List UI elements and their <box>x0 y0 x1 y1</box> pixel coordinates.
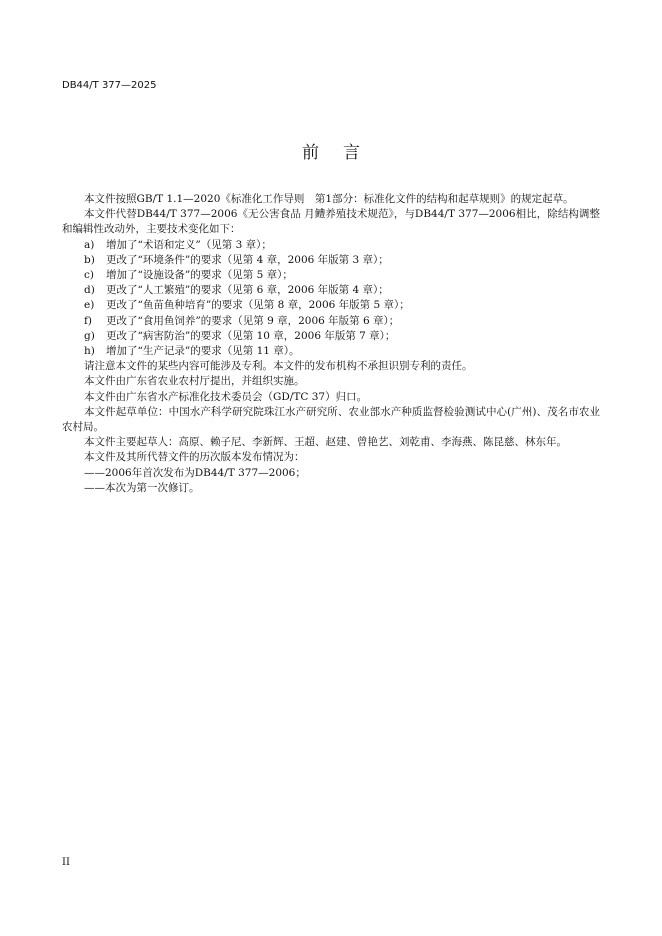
paragraph-patent-notice: 请注意本文件的某些内容可能涉及专利。本文件的发布机构不承担识别专利的责任。 <box>84 360 473 373</box>
change-item-label: d) <box>84 284 95 297</box>
change-item <box>62 238 600 253</box>
change-item <box>62 298 600 313</box>
paragraph-drafters: 本文件主要起草人：高原、赖子尼、李新辉、王超、赵建、曾艳艺、刘乾甫、李海燕、陈昆慈、林东年。 <box>84 436 567 449</box>
change-item-text: 更改了“食用鱼饲养”的要求（见第 9 章，2006 年版第 6 章）； <box>106 314 400 327</box>
paragraph-proposer: 本文件由广东省农业农村厅提出，并组织实施。 <box>84 375 305 388</box>
change-item-text: 更改了“人工繁殖”的要求（见第 6 章，2006 年版第 4 章）； <box>106 284 389 297</box>
change-item-text: 增加了“设施设备”的要求（见第 5 章）； <box>106 269 293 282</box>
paragraph-replacement-info: 本文件代替DB44/T 377—2006《无公害食品 月鳢养殖技术规范》，与DB44/T 377—2006相比，除结构调整和编辑性改动外，主要技术变化如下： <box>62 208 600 236</box>
change-item-label: c) <box>84 269 94 282</box>
change-item <box>62 314 600 329</box>
change-item-label: f) <box>84 314 92 327</box>
change-item-label: h) <box>84 345 95 358</box>
change-item-label: a) <box>84 238 95 251</box>
change-item <box>62 253 600 268</box>
change-item <box>62 329 600 344</box>
page-title: 前言 <box>302 143 384 163</box>
change-item-label: e) <box>84 299 95 312</box>
paragraph-history-item: ——2006年首次发布为DB44/T 377—2006； <box>84 466 306 479</box>
change-item-label: g) <box>84 329 95 342</box>
change-item-text: 更改了“病害防治”的要求（见第 10 章，2006 年版第 7 章）； <box>106 329 396 342</box>
change-item-text: 增加了“生产记录”的要求（见第 11 章）。 <box>106 345 300 358</box>
paragraph-drafting-rules: 本文件按照GB/T 1.1—2020《标准化工作导则 第1部分：标准化文件的结构和起草规则》的规定起草。 <box>84 193 574 205</box>
change-item-text: 增加了“术语和定义”（见第 3 章）； <box>106 238 272 251</box>
paragraph-drafting-units: 本文件起草单位：中国水产科学研究院珠江水产研究所、农业部水产种质监督检验测试中心(广州)、茂名市农业农村局。 <box>62 405 600 434</box>
foreword-body <box>62 192 600 496</box>
page-number: II <box>62 857 70 868</box>
paragraph-version-history: 本文件及其所代替文件的历次版本发布情况为： <box>84 451 305 464</box>
change-item <box>62 268 600 283</box>
change-item-text: 更改了“环境条件”的要求（见第 4 章，2006 年版第 3 章）； <box>106 253 389 266</box>
change-item-label: b) <box>84 253 95 266</box>
paragraph-committee: 本文件由广东省水产标准化技术委员会（GD/TC 37）归口。 <box>84 390 368 403</box>
paragraph-history-item: ——本次为第一次修订。 <box>84 481 200 494</box>
document-number-header: DB44/T 377—2025 <box>62 80 157 91</box>
change-item <box>62 344 600 359</box>
change-item-text: 更改了“鱼苗鱼种培育”的要求（见第 8 章，2006 年版第 5 章）； <box>106 299 410 312</box>
change-item <box>62 283 600 298</box>
